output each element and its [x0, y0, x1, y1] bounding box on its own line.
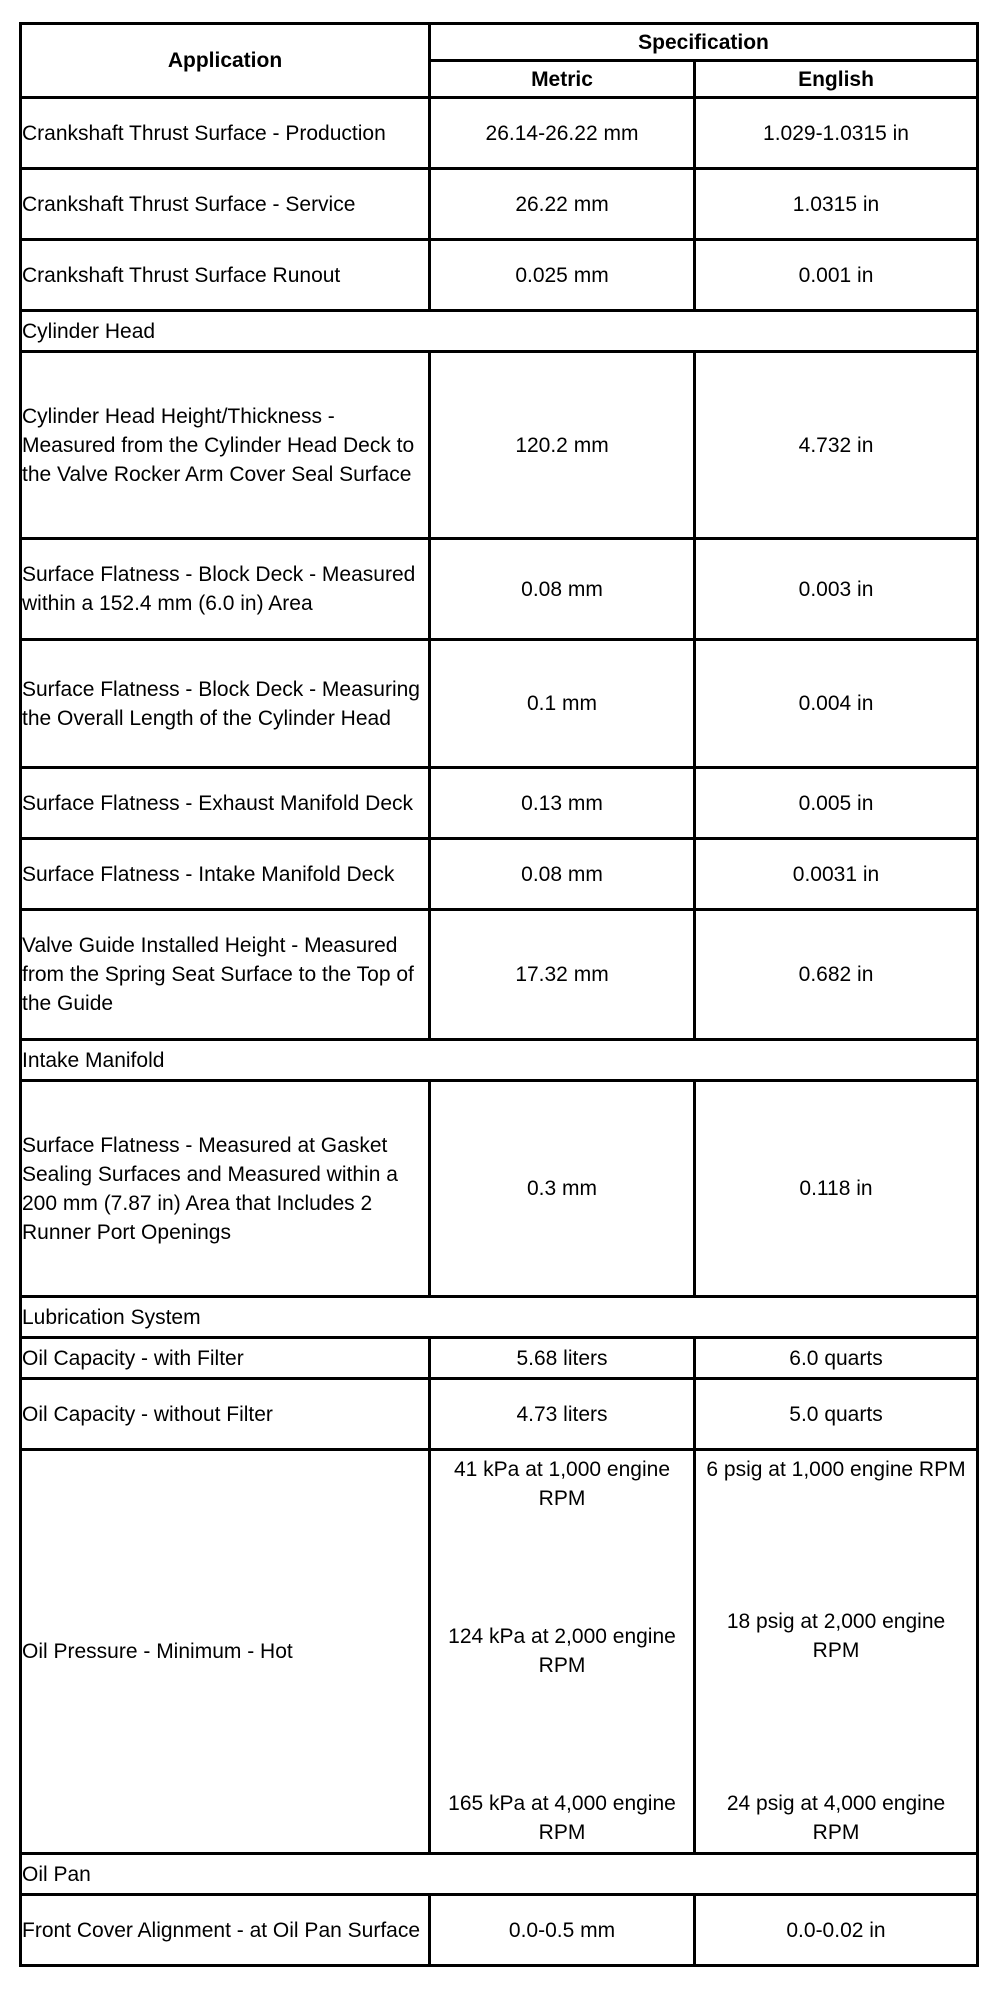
metric-cell: 0.3 mm [430, 1081, 695, 1297]
table-row [21, 1895, 978, 1966]
table-row [21, 1081, 978, 1297]
table-row [21, 539, 978, 640]
metric-cell: 5.68 liters [430, 1338, 695, 1379]
application-cell: Surface Flatness - Block Deck - Measured within a 152.4 mm (6.0 in) Area [21, 539, 430, 640]
table-row [21, 1450, 978, 1854]
section-row [21, 1854, 978, 1895]
section-heading: Cylinder Head [21, 311, 978, 352]
metric-cell: 26.22 mm [430, 169, 695, 240]
english-cell: 0.0031 in [695, 839, 978, 910]
table-row [21, 1379, 978, 1450]
application-cell: Surface Flatness - Block Deck - Measuring the Overall Length of the Cylinder Head [21, 640, 430, 768]
table-row [21, 1338, 978, 1379]
table-row [21, 98, 978, 169]
application-cell: Surface Flatness - Exhaust Manifold Deck [21, 768, 430, 839]
metric-cell: 0.1 mm [430, 640, 695, 768]
header-english: English [695, 61, 978, 98]
metric-cell: 4.73 liters [430, 1379, 695, 1450]
english-cell: 6.0 quarts [695, 1338, 978, 1379]
section-heading: Lubrication System [21, 1297, 978, 1338]
header-specification: Specification [430, 24, 978, 61]
application-cell: Surface Flatness - Measured at Gasket Sealing Surfaces and Measured within a 200 mm (7.87 in) Area that Includes 2 Runner Port Openings [21, 1081, 430, 1297]
application-cell: Oil Capacity - without Filter [21, 1379, 430, 1450]
metric-cell: 0.025 mm [430, 240, 695, 311]
metric-cell: 120.2 mm [430, 352, 695, 539]
metric-cell: 17.32 mm [430, 910, 695, 1040]
english-cell [695, 1450, 978, 1854]
application-cell: Crankshaft Thrust Surface - Service [21, 169, 430, 240]
english-value: 6 psig at 1,000 engine RPM [706, 1457, 966, 1481]
english-cell: 1.029-1.0315 in [695, 98, 978, 169]
table-row [21, 768, 978, 839]
metric-cell: 0.08 mm [430, 539, 695, 640]
section-heading: Oil Pan [21, 1854, 978, 1895]
english-cell: 0.001 in [695, 240, 978, 311]
english-cell: 0.005 in [695, 768, 978, 839]
english-cell: 5.0 quarts [695, 1379, 978, 1450]
metric-cell: 0.13 mm [430, 768, 695, 839]
english-cell: 4.732 in [695, 352, 978, 539]
application-cell: Cylinder Head Height/Thickness - Measured from the Cylinder Head Deck to the Valve Rocker Arm Cover Seal Surface [21, 352, 430, 539]
application-cell: Valve Guide Installed Height - Measured from the Spring Seat Surface to the Top of the Guide [21, 910, 430, 1040]
english-value: 24 psig at 4,000 engine RPM [726, 1791, 946, 1844]
metric-value: 124 kPa at 2,000 engine RPM [448, 1624, 676, 1677]
english-cell: 1.0315 in [695, 169, 978, 240]
header-application: Application [21, 24, 430, 98]
section-row [21, 311, 978, 352]
english-value: 18 psig at 2,000 engine RPM [726, 1610, 946, 1662]
metric-cell: 0.0-0.5 mm [430, 1895, 695, 1966]
application-cell: Surface Flatness - Intake Manifold Deck [21, 839, 430, 910]
application-cell: Crankshaft Thrust Surface Runout [21, 240, 430, 311]
table-row [21, 910, 978, 1040]
section-heading: Intake Manifold [21, 1040, 978, 1081]
application-cell: Oil Pressure - Minimum - Hot [21, 1450, 430, 1854]
application-cell: Front Cover Alignment - at Oil Pan Surface [21, 1895, 430, 1966]
english-cell: 0.003 in [695, 539, 978, 640]
english-cell: 0.0-0.02 in [695, 1895, 978, 1966]
table-row [21, 839, 978, 910]
application-cell: Oil Capacity - with Filter [21, 1338, 430, 1379]
spec-table-container [19, 22, 976, 1967]
table-row [21, 169, 978, 240]
english-cell: 0.682 in [695, 910, 978, 1040]
table-row [21, 352, 978, 539]
metric-cell [430, 1450, 695, 1854]
table-row [21, 240, 978, 311]
header-metric: Metric [430, 61, 695, 98]
english-cell: 0.118 in [695, 1081, 978, 1297]
metric-value: 41 kPa at 1,000 engine RPM [453, 1457, 670, 1510]
metric-value: 165 kPa at 4,000 engine RPM [448, 1791, 676, 1844]
section-row [21, 1297, 978, 1338]
application-cell: Crankshaft Thrust Surface - Production [21, 98, 430, 169]
specification-table [19, 22, 979, 1967]
metric-cell: 26.14-26.22 mm [430, 98, 695, 169]
table-row [21, 640, 978, 768]
section-row [21, 1040, 978, 1081]
english-cell: 0.004 in [695, 640, 978, 768]
metric-cell: 0.08 mm [430, 839, 695, 910]
